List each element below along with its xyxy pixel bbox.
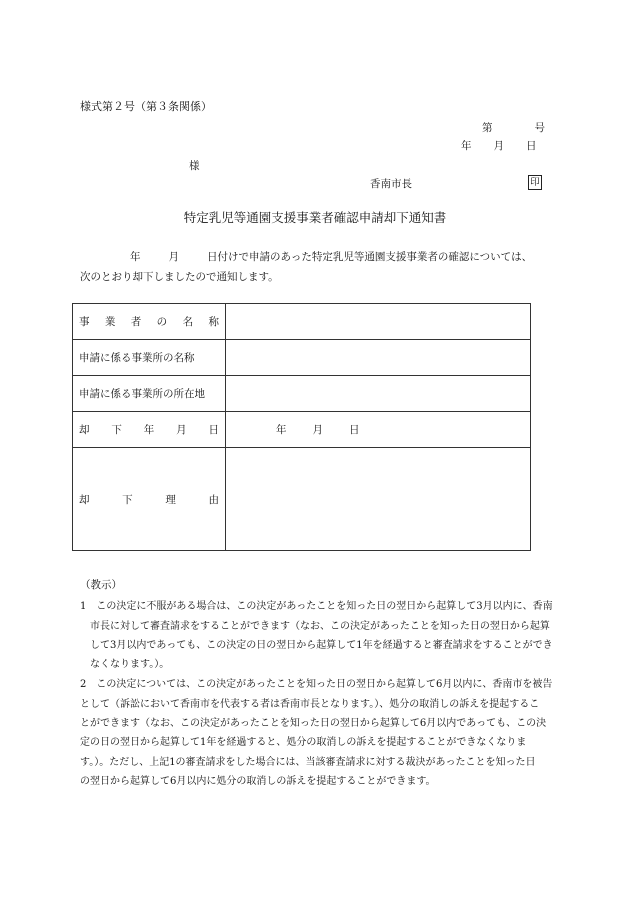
date-year: 年	[461, 140, 472, 152]
facility-address-label: 申請に係る事業所の所在地	[73, 376, 226, 412]
table-row	[73, 304, 531, 340]
facility-name-label: 申請に係る事業所の名称	[73, 340, 226, 376]
number-go: 号	[534, 122, 545, 134]
business-name-label-char: の	[156, 316, 168, 328]
rejection-month: 月	[312, 424, 323, 436]
intro-line-2: 次のとおり却下しましたので通知します。	[80, 271, 279, 283]
note-line: とができます（なお、この決定があったことを知った日の翌日から起算して6月以内であっても、この決	[80, 718, 547, 729]
table-row	[73, 448, 531, 551]
intro-text: 日付けで申請のあった特定乳児等通園支援事業者の確認については、	[207, 251, 533, 263]
business-name-label-char: 名	[182, 316, 194, 328]
date-day: 日	[526, 140, 537, 152]
note-line: す。）。ただし、上記1の審査請求をした場合には、当該審査請求に対する裁決があったことを知った日	[80, 757, 536, 768]
rejection-reason-label-char: 由	[208, 493, 219, 506]
table-row	[73, 376, 531, 412]
facility-address-value	[226, 376, 531, 412]
business-name-label-char: 称	[208, 316, 219, 328]
notes-title: （教示）	[80, 579, 122, 591]
note-line: 市長に対して審査請求をすることができます（なお、この決定があったことを知った日の翌日から起算	[80, 621, 550, 632]
table-row	[73, 412, 531, 448]
rejection-date-label-char: 年	[143, 424, 155, 436]
rejection-date-label-char: 日	[208, 424, 219, 436]
business-name-label-char: 事	[79, 316, 90, 328]
business-name-value	[226, 304, 531, 340]
rejection-reason-label-char: 理	[165, 493, 176, 506]
issue-date	[461, 138, 537, 153]
note-line: して3月以内であっても、この決定の日の翌日から起算して1年を経過すると審査請求をすることができ	[80, 640, 553, 651]
rejection-date-label-char: 却	[79, 424, 90, 436]
facility-name-value	[226, 340, 531, 376]
seal-mark: 印	[528, 175, 542, 190]
date-month: 月	[493, 140, 504, 152]
application-info-table	[72, 303, 531, 551]
rejection-date-label-char: 下	[111, 424, 122, 436]
number-dai: 第	[482, 122, 493, 134]
intro-line-1	[80, 249, 532, 264]
addressee-suffix: 様	[189, 160, 200, 172]
rejection-date-label	[73, 412, 226, 448]
note-line: 2 この決定については、この決定があったことを知った日の翌日から起算して6月以内に、香南市を被告	[80, 679, 553, 690]
document-title: 特定乳児等通園支援事業者確認申請却下通知書	[183, 210, 447, 225]
form-number: 様式第２号（第３条関係）	[80, 100, 212, 113]
intro-month: 月	[168, 251, 179, 263]
rejection-reason-label-char: 却	[79, 493, 90, 506]
rejection-reason-value	[226, 448, 531, 551]
note-line: として（訴訟において香南市を代表する者は香南市長となります。）、処分の取消しの訴えを提起するこ	[80, 699, 540, 710]
rejection-year: 年	[276, 424, 287, 436]
rejection-day: 日	[349, 424, 360, 436]
rejection-date-value	[226, 412, 531, 448]
business-name-label	[73, 304, 226, 340]
rejection-reason-label-char: 下	[122, 493, 133, 506]
rejection-reason-label	[73, 448, 226, 551]
table-row	[73, 340, 531, 376]
document-number	[482, 120, 545, 135]
issuer-name: 香南市長	[370, 178, 412, 190]
business-name-label-char: 者	[130, 316, 142, 328]
note-line: 定の日の翌日から起算して1年を経過すると、処分の取消しの訴えを提起することができなくなりま	[80, 737, 527, 748]
business-name-label-char: 業	[104, 316, 116, 328]
note-line: 1 この決定に不服がある場合は、この決定があったことを知った日の翌日から起算して3月以内に、香南	[80, 601, 553, 612]
intro-year: 年	[130, 251, 141, 263]
rejection-date-label-char: 月	[176, 424, 187, 436]
note-line: なくなります。）。	[80, 659, 170, 670]
note-line: の翌日から起算して6月以内に処分の取消しの訴えを提起することができます。	[80, 776, 436, 787]
